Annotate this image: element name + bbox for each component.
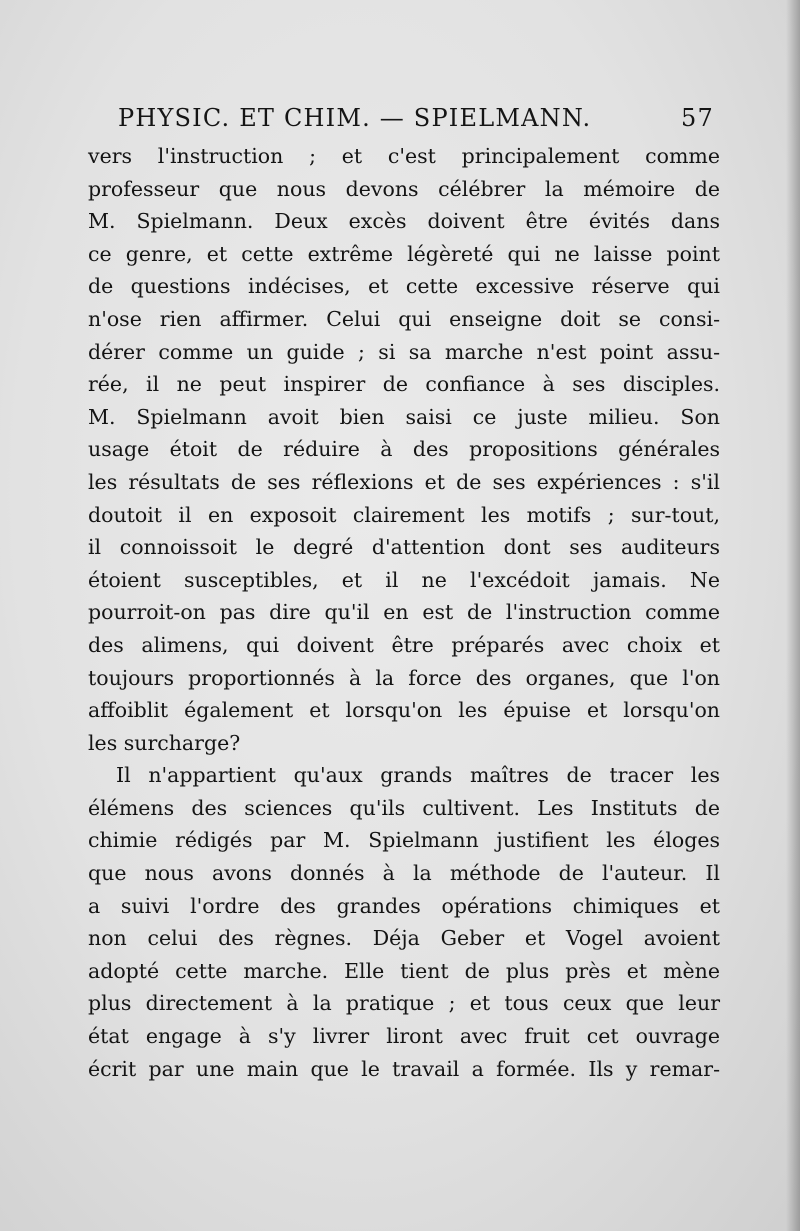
text-line: pourroit-on pas dire qu'il en est de l'instruction comme: [88, 600, 720, 625]
page-number: 57: [681, 104, 714, 132]
text-line: que nous avons donnés à la méthode de l'auteur. Il: [88, 861, 720, 886]
text-line: n'ose rien affirmer. Celui qui enseigne doit se consi-: [88, 306, 720, 331]
text-line: les surcharge?: [88, 730, 241, 755]
paragraph-2: [88, 759, 720, 1085]
text-line: état engage à s'y livrer liront avec fruit cet ouvrage: [88, 1024, 720, 1049]
text-line: a suivi l'ordre des grandes opérations chimiques et: [88, 893, 720, 918]
text-line: professeur que nous devons célébrer la mémoire de: [88, 176, 720, 201]
text-line: étoient susceptibles, et il ne l'excédoit jamais. Ne: [88, 567, 720, 592]
text-line: dérer comme un guide ; si sa marche n'est point assu-: [88, 339, 720, 364]
text-line: ce genre, et cette extrême légèreté qui ne laisse point: [88, 241, 720, 266]
text-line: rée, il ne peut inspirer de confiance à ses disciples.: [88, 372, 720, 397]
text-line: des alimens, qui doivent être préparés avec choix et: [88, 632, 720, 657]
text-line: de questions indécises, et cette excessive réserve qui: [88, 274, 720, 299]
text-line: vers l'instruction ; et c'est principalement comme: [88, 144, 720, 168]
text-line: toujours proportionnés à la force des organes, que l'on: [88, 665, 720, 690]
text-line: il connoissoit le degré d'attention dont ses auditeurs: [88, 535, 720, 560]
text-line: élémens des sciences qu'ils cultivent. Les Instituts de: [88, 795, 720, 820]
text-line: chimie rédigés par M. Spielmann justifient les éloges: [88, 828, 720, 853]
text-line: usage étoit de réduire à des propositions générales: [88, 437, 720, 462]
text-line: M. Spielmann. Deux excès doivent être évités dans: [88, 209, 720, 234]
text-line: plus directement à la pratique ; et tous ceux que leur: [88, 991, 720, 1016]
text-line: non celui des règnes. Déja Geber et Vogel avoient: [88, 926, 720, 951]
text-line: adopté cette marche. Elle tient de plus près et mène: [88, 958, 720, 983]
text-line: écrit par une main que le travail a formée. Ils y remar-: [88, 1056, 720, 1081]
page-header: [118, 104, 714, 140]
body-text: [88, 140, 720, 1085]
running-head: PHYSIC. ET CHIM. — SPIELMANN.: [118, 104, 592, 132]
text-line: affoiblit également et lorsqu'on les épuise et lorsqu'on: [88, 698, 720, 723]
page-edge-shadow: [786, 0, 800, 1231]
text-line: M. Spielmann avoit bien saisi ce juste milieu. Son: [88, 404, 720, 429]
text-line: les résultats de ses réflexions et de ses expériences : s'il: [88, 469, 720, 494]
text-line: doutoit il en exposoit clairement les motifs ; sur-tout,: [88, 502, 720, 527]
paragraph-1: [88, 140, 720, 759]
text-line: Il n'appartient qu'aux grands maîtres de tracer les: [116, 763, 720, 788]
